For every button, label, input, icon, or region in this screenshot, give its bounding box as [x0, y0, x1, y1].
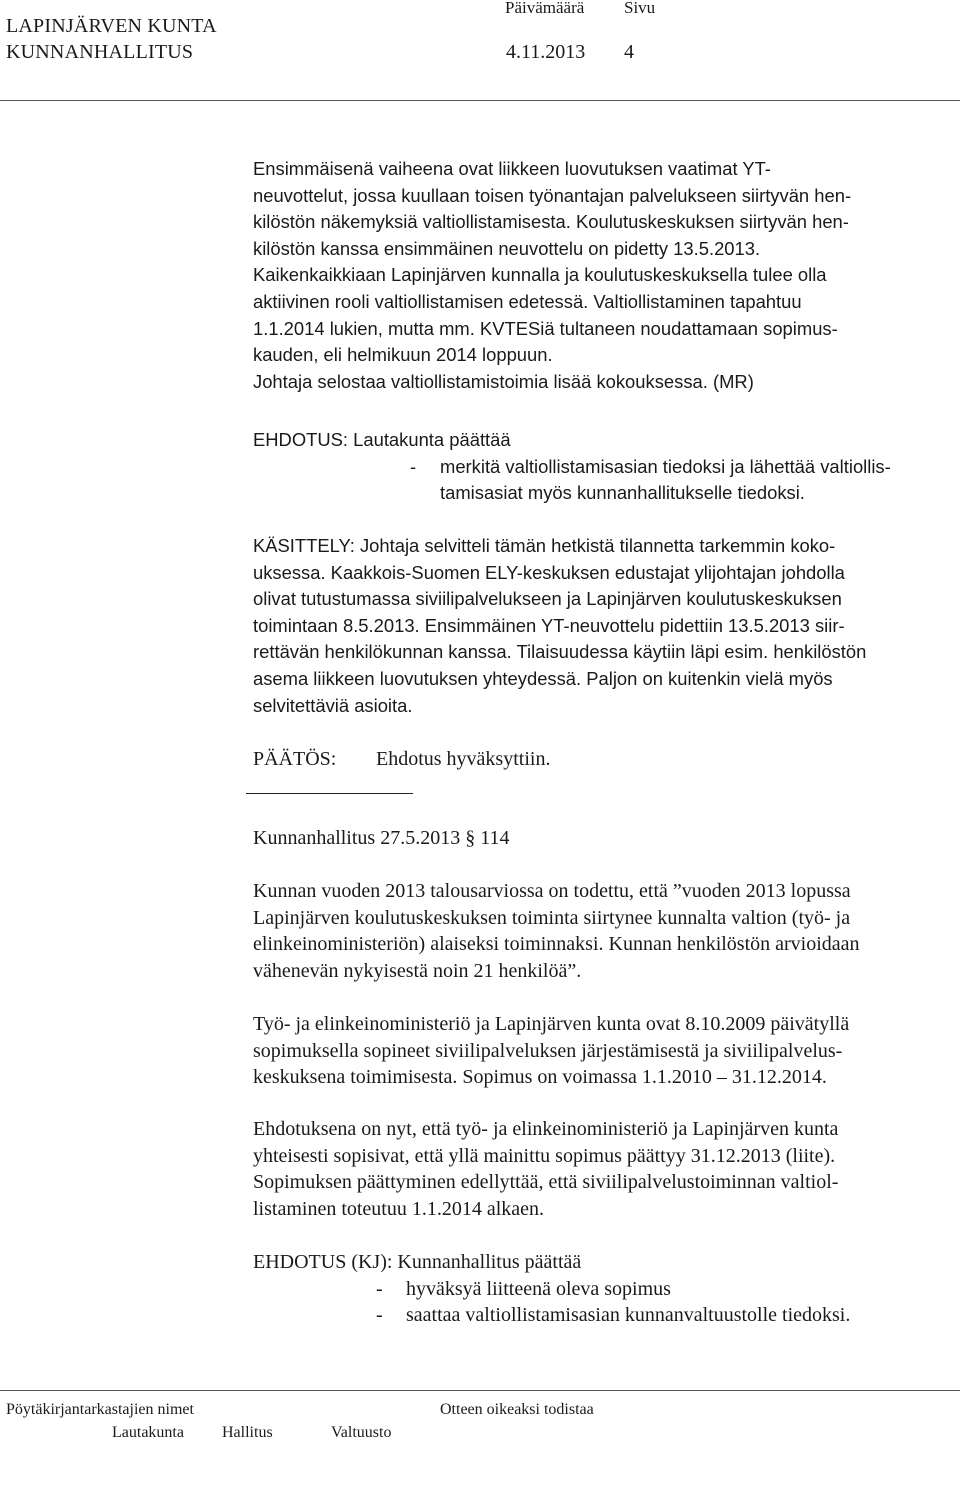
text-line: Kaikenkaikkiaan Lapinjärven kunnalla ja koulutuskeskuksella tulee olla [253, 264, 827, 286]
section1-proposal [253, 427, 958, 507]
footer-signers-label: Pöytäkirjantarkastajien nimet [6, 1401, 194, 1418]
text-line: aktiivinen rooli valtiollistamisen edetessä. Valtiollistaminen tapahtuu [253, 290, 802, 312]
decision-label: PÄÄTÖS: [253, 748, 337, 770]
footer-col-hallitus: Hallitus [222, 1424, 273, 1441]
footer-divider [0, 1390, 960, 1391]
decision [253, 746, 958, 773]
text-line: rettävän henkilökunnan kanssa. Tilaisuudessa käytiin läpi esim. henkilöstön [253, 641, 867, 663]
text-line: Ehdotuksena on nyt, että työ- ja elinkeinoministeriö ja Lapinjärven kunta [253, 1118, 839, 1140]
text-line: listaminen toteutuu 1.1.2014 alkaen. [253, 1197, 545, 1220]
proposal-heading: EHDOTUS: Lautakunta päättää [253, 429, 511, 450]
header-page-label: Sivu [624, 0, 656, 17]
header-page: 4 [624, 41, 634, 63]
section2-ref [253, 825, 958, 852]
dash-marker: - [376, 1277, 383, 1300]
proposal-heading: EHDOTUS (KJ): Kunnanhallitus päättää [253, 1251, 582, 1273]
text-line: selvitettäviä asioita. [253, 694, 413, 716]
header-org: LAPINJÄRVEN KUNTA [6, 15, 217, 37]
text-line: neuvottelut, jossa kuullaan toisen työnantajan palvelukseen siirtyvän hen- [253, 184, 852, 206]
kasittely-block [253, 533, 958, 719]
proposal-item [253, 1302, 958, 1329]
text-line: kilöstön näkemyksiä valtiollistamisesta. Koulutuskeskuksen siirtyvän hen- [253, 211, 849, 233]
proposal-item [253, 1276, 958, 1303]
section2-para1 [253, 878, 958, 984]
text-line: Työ- ja elinkeinoministeriö ja Lapinjärven kunta ovat 8.10.2009 päivätyllä [253, 1013, 850, 1035]
section2-para2 [253, 1011, 958, 1091]
header-divider [0, 100, 960, 101]
text-line: Johtaja selostaa valtiollistamistoimia lisää kokouksessa. (MR) [253, 370, 754, 392]
proposal-item-text: tamisasiat myös kunnanhallitukselle tiedoksi. [440, 482, 805, 504]
text-line: vähenevän nykyisestä noin 21 henkilöä”. [253, 959, 582, 982]
proposal-item-text: saattaa valtiollistamisasian kunnanvaltuustolle tiedoksi. [406, 1304, 851, 1327]
text-line: Lapinjärven koulutuskeskuksen toiminta siirtynee kunnalta valtion (työ- ja [253, 906, 851, 929]
text-line: sopimuksella sopineet siviilipalveluksen järjestämisestä ja siviilipalvelus- [253, 1039, 843, 1062]
section2-para3 [253, 1116, 958, 1222]
section2-proposal [253, 1249, 958, 1329]
header-date: 4.11.2013 [506, 41, 586, 63]
text-line: uksessa. Kaakkois-Suomen ELY-keskuksen edustajat ylijohtajan johdolla [253, 561, 845, 583]
text-line: kilöstön kanssa ensimmäinen neuvottelu on pidetty 13.5.2013. [253, 237, 761, 259]
header-body: KUNNANHALLITUS [6, 41, 194, 63]
dash-marker: - [410, 455, 417, 477]
text-line: keskuksena toimimisesta. Sopimus on voimassa 1.1.2010 – 31.12.2014. [253, 1066, 827, 1089]
reference-line: Kunnanhallitus 27.5.2013 § 114 [253, 827, 510, 849]
text-line: toimintaan 8.5.2013. Ensimmäinen YT-neuvottelu pidettiin 13.5.2013 siir- [253, 614, 845, 636]
proposal-item [253, 454, 958, 481]
text-line: Kunnan vuoden 2013 talousarviossa on todettu, että ”vuoden 2013 lopussa [253, 880, 851, 902]
footer-col-valtuusto: Valtuusto [331, 1424, 392, 1441]
proposal-item-text: merkitä valtiollistamisasian tiedoksi ja lähettää valtiollis- [440, 455, 891, 477]
decision-text: Ehdotus hyväksyttiin. [376, 748, 551, 770]
text-line: 1.1.2014 lukien, mutta mm. KVTESiä tultaneen noudattamaan sopimus- [253, 317, 838, 339]
dash-marker: - [376, 1304, 383, 1327]
footer-col-lautakunta: Lautakunta [112, 1424, 184, 1441]
text-line: Sopimuksen päättyminen edellyttää, että siviilipalvelustoiminnan valtiol- [253, 1171, 839, 1194]
proposal-item-cont [253, 480, 958, 507]
text-line: yhteisesti sopisivat, että yllä mainittu sopimus päättyy 31.12.2013 (liite). [253, 1144, 836, 1167]
proposal-item-text: hyväksyä liitteenä oleva sopimus [406, 1277, 671, 1300]
footer-certified-label: Otteen oikeaksi todistaa [440, 1401, 594, 1418]
text-line: KÄSITTELY: Johtaja selvitteli tämän hetkistä tilannetta tarkemmin koko- [253, 535, 836, 556]
section-divider [246, 793, 413, 794]
text-line: olivat tutustumassa siviilipalvelukseen ja Lapinjärven koulutuskeskuksen [253, 588, 842, 610]
header-date-label: Päivämäärä [505, 0, 585, 17]
section1-body [253, 156, 958, 395]
text-line: Ensimmäisenä vaiheena ovat liikkeen luovutuksen vaatimat YT- [253, 158, 771, 179]
text-line: kauden, eli helmikuun 2014 loppuun. [253, 344, 553, 366]
text-line: asema liikkeen luovutuksen yhteydessä. Paljon on kuitenkin vielä myös [253, 667, 833, 689]
text-line: elinkeinoministeriön) alaiseksi toiminnaksi. Kunnan henkilöstön arvioidaan [253, 933, 860, 956]
